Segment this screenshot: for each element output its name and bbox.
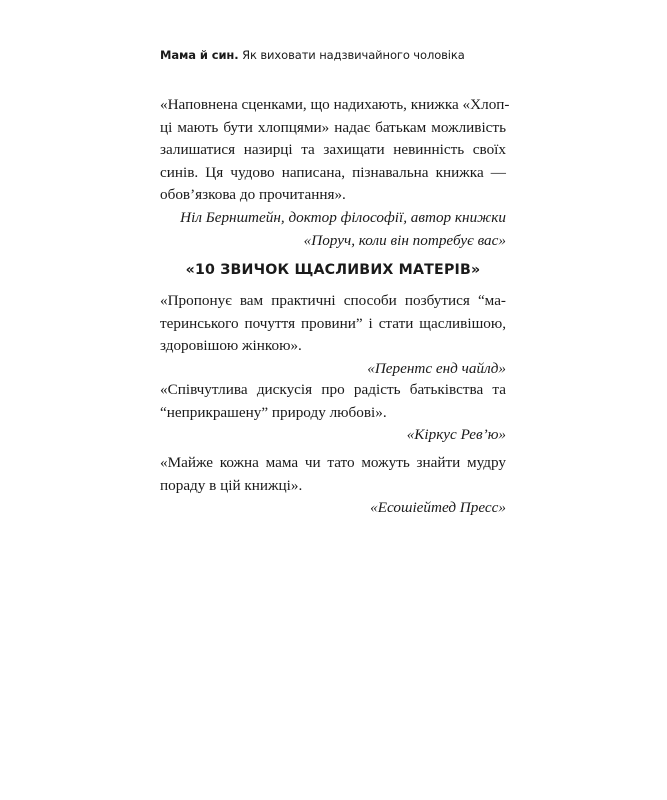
review-3-line: «Співчутлива дискусія про радість батьківства та <box>160 381 506 398</box>
review-1 <box>160 94 510 252</box>
review-4-line: «Майже кожна мама чи тато можуть знайти мудру <box>160 454 506 471</box>
review-1-line: залишатися назирці та захищати невинність своїх <box>160 141 506 159</box>
review-2-line: теринського почуття провини” і стати щасливішою, <box>160 314 506 332</box>
review-3-attribution: «Кіркус Рев’ю» <box>406 426 506 444</box>
review-1-line: «Наповнена сценками, що надихають, книжка «Хлоп- <box>160 96 510 113</box>
review-1-line: ці мають бути хлопцями» надає батькам можливість <box>160 118 506 136</box>
section-heading: «10 ЗВИЧОК ЩАСЛИВИХ МАТЕРІВ» <box>185 262 481 278</box>
review-4-line: пораду в цій книжці». <box>160 476 303 494</box>
review-2-line: здоровішою жінкою». <box>160 337 302 355</box>
running-head-bold: Мама й син. <box>160 48 239 62</box>
review-4 <box>160 452 506 520</box>
review-1-line: обов’язкова до прочитання». <box>160 186 346 204</box>
review-2-line: «Пропонує вам практичні способи позбутися “ма- <box>160 292 506 309</box>
review-1-attribution: Ніл Бернштейн, доктор філософії, автор книжки <box>180 208 506 226</box>
running-head-subtitle: Як виховати надзвичайного чоловіка <box>238 48 465 62</box>
review-2-attribution: «Перентс енд чайлд» <box>367 359 506 377</box>
review-3 <box>160 379 506 447</box>
review-2 <box>160 290 506 380</box>
review-3-line: “неприкрашену” природу любові». <box>160 403 387 421</box>
review-1-line: синів. Ця чудово написана, пізнавальна книжка — <box>160 163 506 181</box>
review-4-attribution: «Есошіейтед Пресс» <box>370 499 506 517</box>
running-head <box>160 48 465 62</box>
review-1-attribution: «Поруч, коли він потребує вас» <box>303 231 506 249</box>
